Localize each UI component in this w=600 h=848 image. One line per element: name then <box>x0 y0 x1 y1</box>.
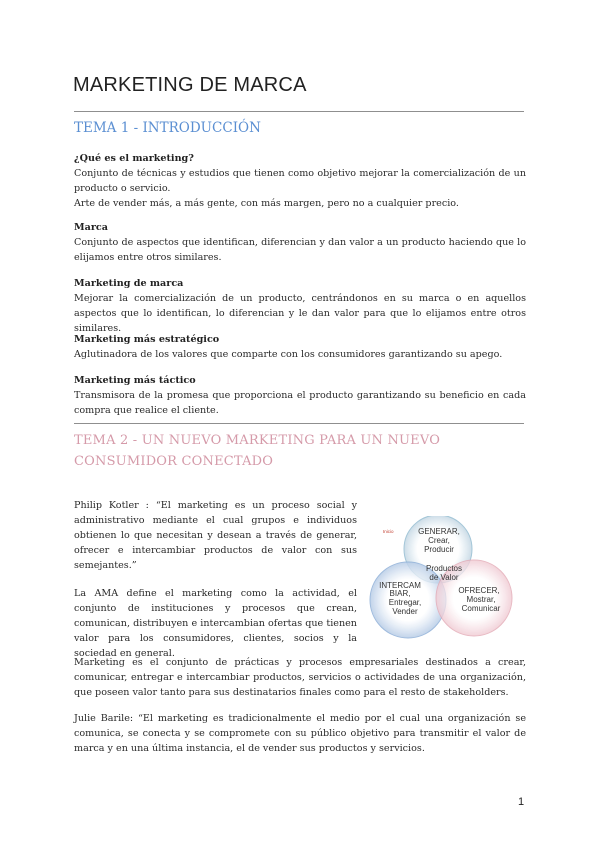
practicas-paragraph: Marketing es el conjunto de prácticas y procesos empresariales destinados a crear, comunicar, entregar e intercambiar productos, servicios o actividades de una organización, que poseen valor tanto para sus destinatarios finales como para el resto de stakeholders. <box>74 657 526 698</box>
section-text: Transmisora de la promesa que proporciona el producto garantizando su beneficio en cada compra que realice el cliente. <box>74 390 526 416</box>
ofrecer-label-3: Comunicar <box>461 604 501 613</box>
section-text: Conjunto de aspectos que identifican, diferencian y dan valor a un producto haciendo que lo elijamos entre otros similares. <box>74 237 526 263</box>
ofrecer-label-2: Mostrar, <box>466 595 496 604</box>
section-heading: Marketing más táctico <box>74 375 196 386</box>
center-label-1: Productos <box>425 564 463 573</box>
center-label-2: de Valor <box>429 573 459 582</box>
section-text: Conjunto de técnicas y estudios que tienen como objetivo mejorar la comercialización de un producto o servicio. <box>74 168 526 194</box>
section-heading: Marketing más estratégico <box>74 334 220 345</box>
barile-paragraph: Julie Barile: “El marketing es tradicionalmente el medio por el cual una organización se comunica, se conecta y se compromete con su público objetivo para transmitir el valor de marca y en una última instancia, el de vender sus productos y servicios. <box>74 713 526 754</box>
section-text: Mejorar la comercialización de un producto, centrándonos en su marca o en aquellos aspectos que lo identifican, lo diferencian y le dan valor para que lo elijamos entre otros similares. <box>74 293 526 334</box>
section-marketing-de-marca <box>74 276 526 336</box>
generar-label-2: Crear, <box>428 536 450 545</box>
section-marketing-estrategico <box>74 332 526 362</box>
section-marketing-tactico <box>74 373 526 418</box>
kotler-paragraph: Philip Kotler : “El marketing es un proceso social y administrativo mediante el cual grupos e individuos obtienen lo que necesitan y desean a través de generar, ofrecer e intercambiar productos de valor con sus semejantes.” <box>74 500 357 571</box>
ofrecer-label-1: OFRECER, <box>458 586 500 595</box>
section-heading: Marca <box>74 222 108 233</box>
page-number: 1 <box>518 796 525 808</box>
intercambiar-label-4: Vender <box>392 607 418 616</box>
section-marca <box>74 220 526 265</box>
ama-paragraph: La AMA define el marketing como la actividad, el conjunto de instituciones y procesos que crean, comunican, distribuyen e intercambian ofertas que tienen valor para los consumidores, clientes, socios y la sociedad en general. <box>74 588 357 659</box>
generar-label-1: GENERAR, <box>418 527 460 536</box>
section-heading: Marketing de marca <box>74 278 184 289</box>
document-title: MARKETING DE MARCA <box>73 74 307 96</box>
section-text: Arte de vender más, a más gente, con más margen, pero no a cualquier precio. <box>74 198 459 209</box>
title-divider <box>74 111 524 112</box>
intercambiar-label-3: Entregar, <box>388 598 422 607</box>
section-divider <box>74 423 524 424</box>
generar-label-3: Producir <box>424 545 454 554</box>
tema1-heading: TEMA 1 - INTRODUCCIÓN <box>74 120 261 136</box>
intercambiar-label-2: BIAR, <box>389 589 411 598</box>
section-text: Aglutinadora de los valores que comparte con los consumidores garantizando su apego. <box>74 349 503 360</box>
inicio-label: Inicio <box>383 529 394 534</box>
section-heading: ¿Qué es el marketing? <box>74 153 194 164</box>
section-que-es-marketing <box>74 151 526 211</box>
tema2-heading: TEMA 2 - UN NUEVO MARKETING PARA UN NUEVO CONSUMIDOR CONECTADO <box>74 433 441 469</box>
marketing-venn-diagram <box>362 516 520 646</box>
intercambiar-label-1: INTERCAM <box>379 581 421 590</box>
